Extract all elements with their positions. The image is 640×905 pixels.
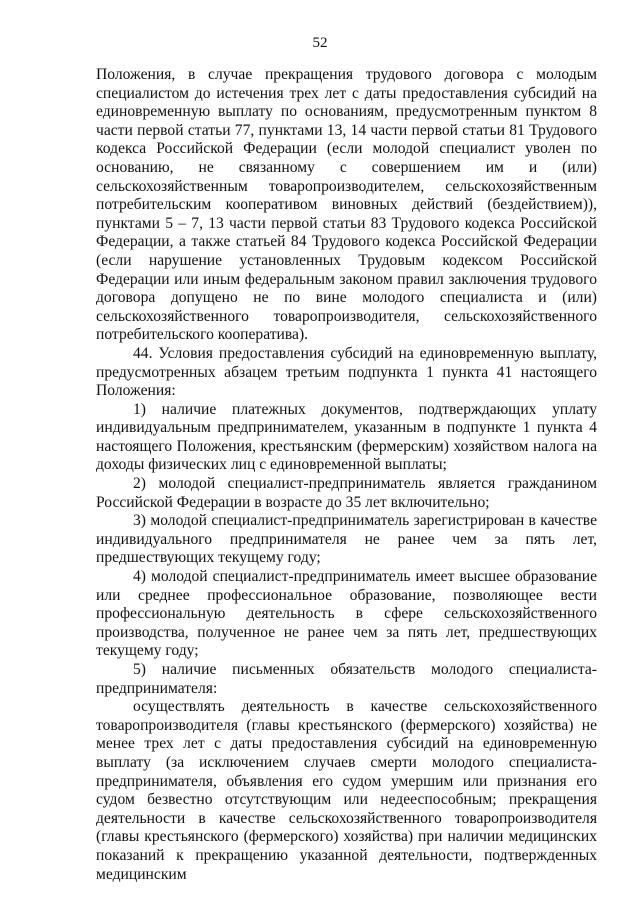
paragraph-item-44: 44. Условия предоставления субсидий на единовременную выплату, предусмотренных абзацем третьим подпункта 1 пункта 41 настоящего Положения: — [96, 344, 597, 400]
paragraph-subitem-3: 3) молодой специалист-предприниматель зарегистрирован в качестве индивидуального предпринимателя не ранее чем за пять лет, предшествующих текущему году; — [96, 512, 597, 567]
paragraph-subitem-4: 4) молодой специалист-предприниматель имеет высшее образование или среднее профессиональное образование, позволяющее вести профессиональную деятельность в сфере сельскохозяйственного производства, полученное не ранее чем за пять лет, предшествующих текущему году; — [96, 568, 597, 660]
paragraph-subitem-2: 2) молодой специалист-предприниматель является гражданином Российской Федерации в возрасте до 35 лет включительно; — [96, 475, 597, 511]
paragraph-continuation: Положения, в случае прекращения трудового договора с молодым специалистом до истечения трех лет с даты предоставления субсидий на единовременную выплату по основаниям, предусмотренным пунктом 8 части первой статьи 77, пунктами 13, 14 части первой статьи 81 Трудового кодекса Российской Федерации (если молодой специалист уволен по основанию, не связанному с совершением им и (или) сельскохозяйственным товаропроизводителем, сельскохозяйственным потребительским кооперативом виновных действий (бездействием)), пунктами 5 – 7, 13 части первой статьи 83 Трудового кодекса Российской Федерации, а также статьей 84 Трудового кодекса Российской Федерации (если нарушение установленных Трудовым кодексом Российской Федерации или иным федеральным законом правил заключения трудового договора допущено не по вине молодого специалиста и (или) сельскохозяйственного товаропроизводителя, сельскохозяйственного потребительского кооператива). — [96, 66, 597, 344]
paragraph-subitem-1: 1) наличие платежных документов, подтверждающих уплату индивидуальным предпринимателем, указанным в подпункте 1 пункта 4 настоящего Положения, крестьянским (фермерским) хозяйством налога на доходы физических лиц с единовременной выплаты; — [96, 400, 597, 474]
paragraph-obligation: осуществлять деятельность в качестве сельскохозяйственного товаропроизводителя (главы крестьянского (фермерского) хозяйства) не менее трех лет с даты предоставления субсидий на единовременную выплату (за исключением случаев смерти молодого специалиста-предпринимателя, объявления его судом умершим или признания его судом безвестно отсутствующим или недееспособным; прекращения деятельности в качестве сельскохозяйственного товаропроизводителя (главы крестьянского (фермерского) хозяйства) при наличии медицинских показаний к прекращению указанной деятельности, подтвержденных медицинским — [96, 698, 597, 883]
document-body — [96, 66, 597, 884]
page-number: 52 — [312, 35, 328, 51]
paragraph-subitem-5: 5) наличие письменных обязательств молодого специалиста-предпринимателя: — [96, 661, 597, 697]
